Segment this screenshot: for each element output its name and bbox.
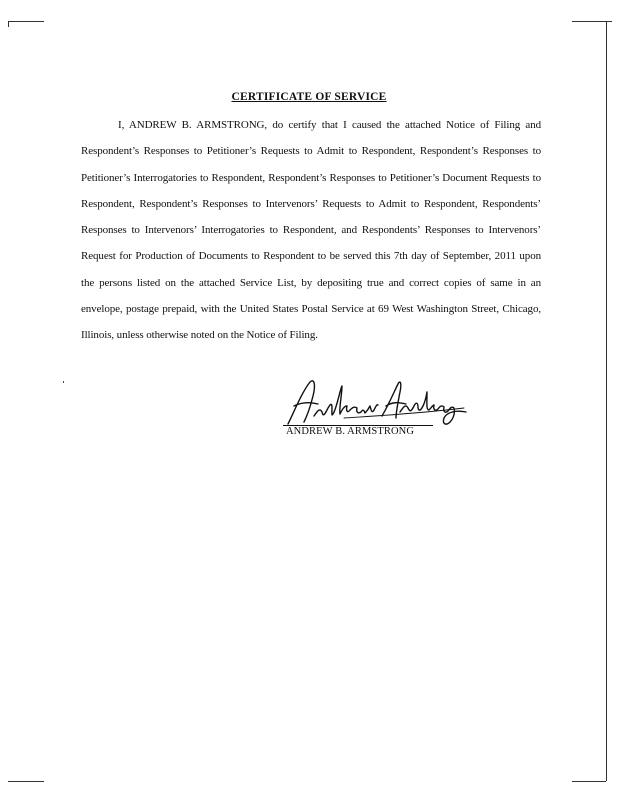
signature bbox=[284, 372, 474, 430]
certificate-body: I, ANDREW B. ARMSTRONG, do certify that I caused the attached Notice of Filing and Respondent’s Responses to Petitioner’s Requests to Admit to Respondent, Respondent’s Responses to Petitioner’s Interrogatories to Respondent, Respondent’s Responses to Petitioner’s Document Requests to Respondent, Respondent’s Responses to Intervenors’ Requests to Admit to Respondent, Respondents’ Responses to Intervenors’ Interrogatories to Respondent, and Respondents’ Responses to Intervenors’ Request for Production of Documents to Respondent to be served this 7th day of September, 2011 upon the persons listed on the attached Service List, by depositing true and correct copies of same in an envelope, postage prepaid, with the United States Postal Service at 69 West Washington Street, Chicago, Illinois, unless otherwise noted on the Notice of Filing. bbox=[81, 119, 541, 342]
signature-stroke-rmstrong bbox=[400, 392, 466, 424]
scan-edge-bottom-left bbox=[8, 781, 44, 782]
signature-stroke-cap-a bbox=[382, 382, 406, 418]
scan-edge-bottom-right bbox=[572, 781, 606, 782]
scan-edge-right bbox=[606, 21, 607, 781]
signatory-name: ANDREW B. ARMSTRONG bbox=[286, 426, 415, 437]
signature-underline-flourish bbox=[344, 408, 464, 418]
signature-stroke-a bbox=[288, 381, 318, 424]
scan-speck bbox=[63, 381, 64, 383]
page-title: CERTIFICATE OF SERVICE bbox=[231, 91, 387, 103]
scan-edge-left bbox=[8, 21, 9, 27]
scan-edge-top-left bbox=[8, 21, 44, 22]
signature-stroke-ndrew bbox=[314, 386, 378, 416]
